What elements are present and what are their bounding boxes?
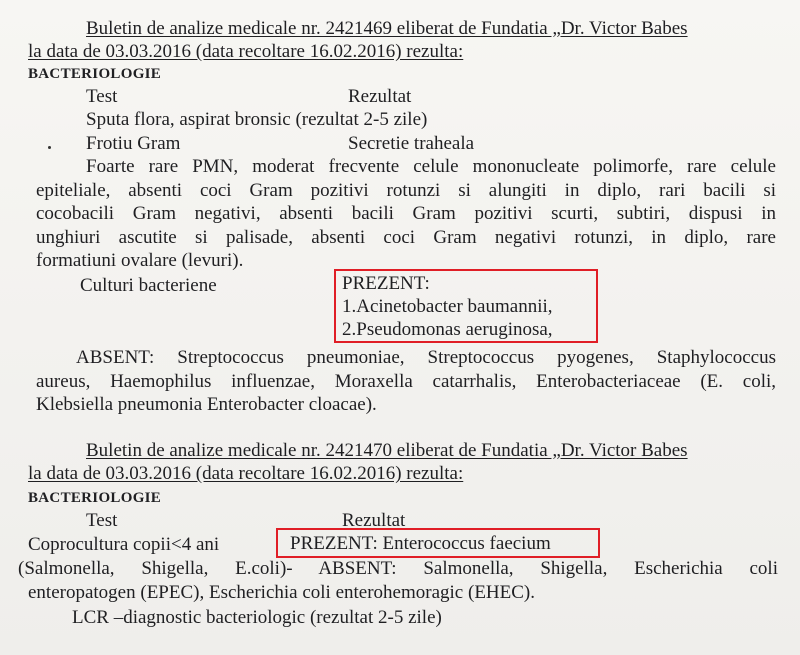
absent-line: enteropatogen (EPEC), Escherichia coli enterohemoragic (EHEC). xyxy=(28,581,535,603)
bulletin1-row-frotiu-test: Frotiu Gram xyxy=(86,133,181,154)
paragraph-line: unghiuri ascutite si palisade, absenti coci Gram negativi rotunzi, in diplo, rare xyxy=(36,226,776,248)
bulletin1-row-frotiu-result: Secretie traheala xyxy=(348,133,475,154)
bulletin2-header-line2: la data de 03.03.2016 (data recoltare 16.02.2016) rezulta: xyxy=(28,463,464,484)
bulletin1-header-line1: Buletin de analize medicale nr. 2421469 eliberat de Fundatia „Dr. Victor Babes xyxy=(86,18,688,39)
bulletin2-section-title: BACTERIOLOGIE xyxy=(28,490,162,506)
bulletin1-section-title: BACTERIOLOGIE xyxy=(28,66,162,82)
bulletin2-row-lcr: LCR –diagnostic bacteriologic (rezultat 2-5 zile) xyxy=(72,607,442,628)
bulletin1-gram-paragraph xyxy=(36,155,776,273)
bulletin2-row-coprocultura-result: PREZENT: Enterococcus faecium xyxy=(290,533,551,554)
bulletin2-col-test: Test xyxy=(86,510,118,531)
absent-line: (Salmonella, Shigella, E.coli)- ABSENT: Salmonella, Shigella, Escherichia coli xyxy=(18,558,778,579)
bulletin1-cultures-label: Culturi bacteriene xyxy=(80,275,217,296)
paragraph-line: cocobacili Gram negativi, absenti bacili Gram pozitivi scurti, subtiri, dispusi in xyxy=(36,203,776,225)
bulletin1-absent-paragraph xyxy=(36,346,776,417)
bulletin2-header-line1: Buletin de analize medicale nr. 2421470 eliberat de Fundatia „Dr. Victor Babes xyxy=(86,440,688,461)
bulletin1-present-label: PREZENT: xyxy=(342,273,430,294)
absent-line: aureus, Haemophilus influenzae, Moraxella catarrhalis, Enterobacteriaceae (E. coli, xyxy=(36,370,776,392)
absent-line: Klebsiella pneumonia Enterobacter cloacae). xyxy=(36,394,377,416)
bulletin1-header-line2: la data de 03.03.2016 (data recoltare 16.02.2016) rezulta: xyxy=(28,41,464,62)
bulletin1-row-sputa: Sputa flora, aspirat bronsic (rezultat 2-5 zile) xyxy=(86,109,428,130)
paragraph-line: formatiuni ovalare (levuri). xyxy=(36,250,244,272)
paragraph-line: Foarte rare PMN, moderat frecvente celule mononucleate polimorfe, rare celule xyxy=(86,156,776,177)
bulletin1-col-result: Rezultat xyxy=(348,86,412,107)
absent-line: ABSENT: Streptococcus pneumoniae, Streptococcus pyogenes, Staphylococcus xyxy=(76,347,776,368)
bulletin1-col-test: Test xyxy=(86,86,118,107)
bulletin1-present-item: 1.Acinetobacter baumannii, xyxy=(342,296,553,317)
bulletin2-absent-paragraph xyxy=(18,557,778,604)
bulletin2-row-coprocultura-test: Coprocultura copii<4 ani xyxy=(28,534,220,555)
paragraph-line: epiteliale, absenti coci Gram pozitivi rotunzi si alungiti in diplo, rari bacili si xyxy=(36,179,776,201)
bulletin2-col-result: Rezultat xyxy=(342,510,406,531)
bulletin1-present-item: 2.Pseudomonas aeruginosa, xyxy=(342,319,553,340)
scan-speck xyxy=(48,146,51,149)
